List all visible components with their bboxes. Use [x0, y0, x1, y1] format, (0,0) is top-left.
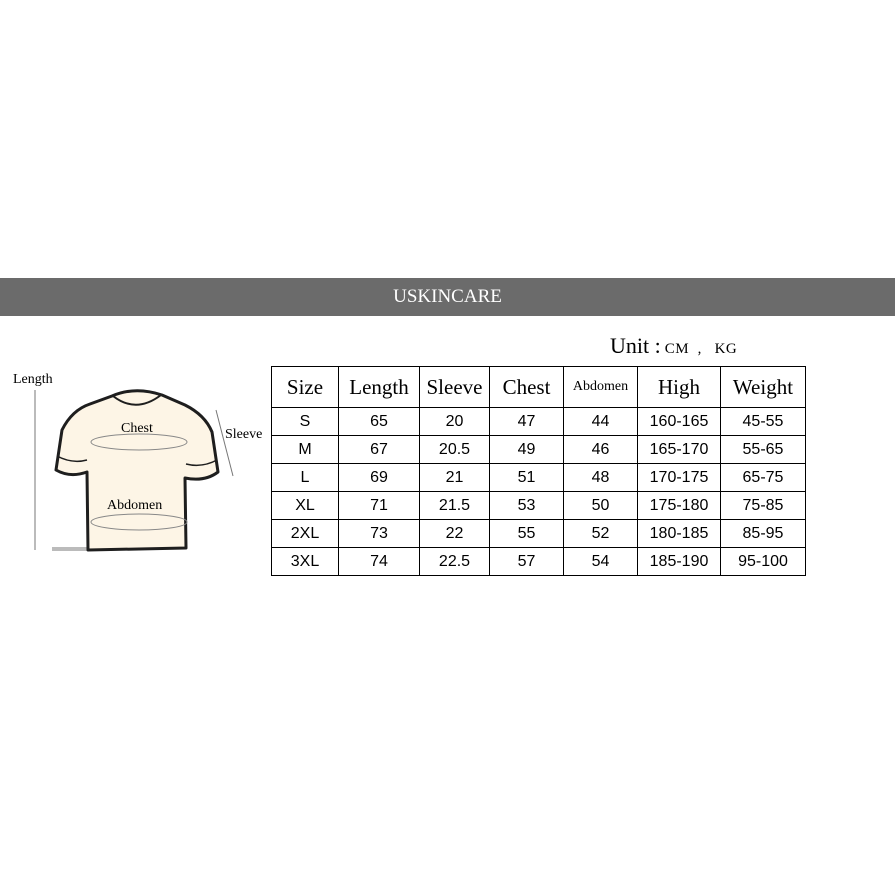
- table-cell: 67: [339, 436, 420, 464]
- table-cell: 2XL: [272, 520, 339, 548]
- brand-banner: [0, 278, 895, 316]
- table-cell: 45-55: [721, 408, 806, 436]
- shadow: [52, 547, 92, 551]
- table-cell: 44: [564, 408, 638, 436]
- table-cell: 55: [490, 520, 564, 548]
- table-cell: 20: [420, 408, 490, 436]
- table-cell: 69: [339, 464, 420, 492]
- tshirt-icon: [56, 391, 218, 550]
- table-cell: 47: [490, 408, 564, 436]
- table-cell: 85-95: [721, 520, 806, 548]
- table-cell: 71: [339, 492, 420, 520]
- table-cell: 73: [339, 520, 420, 548]
- header-row: [272, 367, 806, 408]
- table-row: [272, 408, 806, 436]
- table-row: [272, 436, 806, 464]
- header-sleeve: Sleeve: [420, 367, 490, 408]
- unit-note: [610, 333, 737, 359]
- table-cell: 95-100: [721, 548, 806, 576]
- table-cell: 75-85: [721, 492, 806, 520]
- tshirt-diagram: [0, 360, 275, 560]
- abdomen-label: Abdomen: [107, 498, 163, 513]
- table-cell: 74: [339, 548, 420, 576]
- header-weight: Weight: [721, 367, 806, 408]
- table-cell: M: [272, 436, 339, 464]
- table-row: [272, 520, 806, 548]
- table-cell: L: [272, 464, 339, 492]
- table-cell: 54: [564, 548, 638, 576]
- header-length: Length: [339, 367, 420, 408]
- header-abdomen: Abdomen: [564, 367, 638, 408]
- table-cell: 21: [420, 464, 490, 492]
- unit-values: CM , KG: [664, 341, 738, 357]
- table-cell: XL: [272, 492, 339, 520]
- table-cell: 22: [420, 520, 490, 548]
- brand-title: USKINCARE: [393, 286, 502, 307]
- table-cell: 55-65: [721, 436, 806, 464]
- table-cell: 57: [490, 548, 564, 576]
- table-cell: 180-185: [638, 520, 721, 548]
- sleeve-label: Sleeve: [225, 427, 263, 442]
- table-cell: 165-170: [638, 436, 721, 464]
- table-cell: 46: [564, 436, 638, 464]
- table-cell: 48: [564, 464, 638, 492]
- chest-label: Chest: [121, 421, 153, 436]
- unit-label: Unit :: [610, 333, 661, 358]
- table-row: [272, 464, 806, 492]
- table-cell: 160-165: [638, 408, 721, 436]
- table-cell: 20.5: [420, 436, 490, 464]
- table-cell: 51: [490, 464, 564, 492]
- table-row: [272, 492, 806, 520]
- table-cell: 50: [564, 492, 638, 520]
- table-cell: 175-180: [638, 492, 721, 520]
- table-cell: 52: [564, 520, 638, 548]
- table-cell: 22.5: [420, 548, 490, 576]
- table-cell: 170-175: [638, 464, 721, 492]
- header-size: Size: [272, 367, 339, 408]
- table-cell: 3XL: [272, 548, 339, 576]
- header-high: High: [638, 367, 721, 408]
- table-cell: 65-75: [721, 464, 806, 492]
- table-row: [272, 548, 806, 576]
- table-cell: S: [272, 408, 339, 436]
- table-cell: 53: [490, 492, 564, 520]
- header-chest: Chest: [490, 367, 564, 408]
- table-cell: 49: [490, 436, 564, 464]
- length-label: Length: [13, 372, 53, 387]
- table-cell: 65: [339, 408, 420, 436]
- table-cell: 185-190: [638, 548, 721, 576]
- size-table: [271, 366, 806, 576]
- table-cell: 21.5: [420, 492, 490, 520]
